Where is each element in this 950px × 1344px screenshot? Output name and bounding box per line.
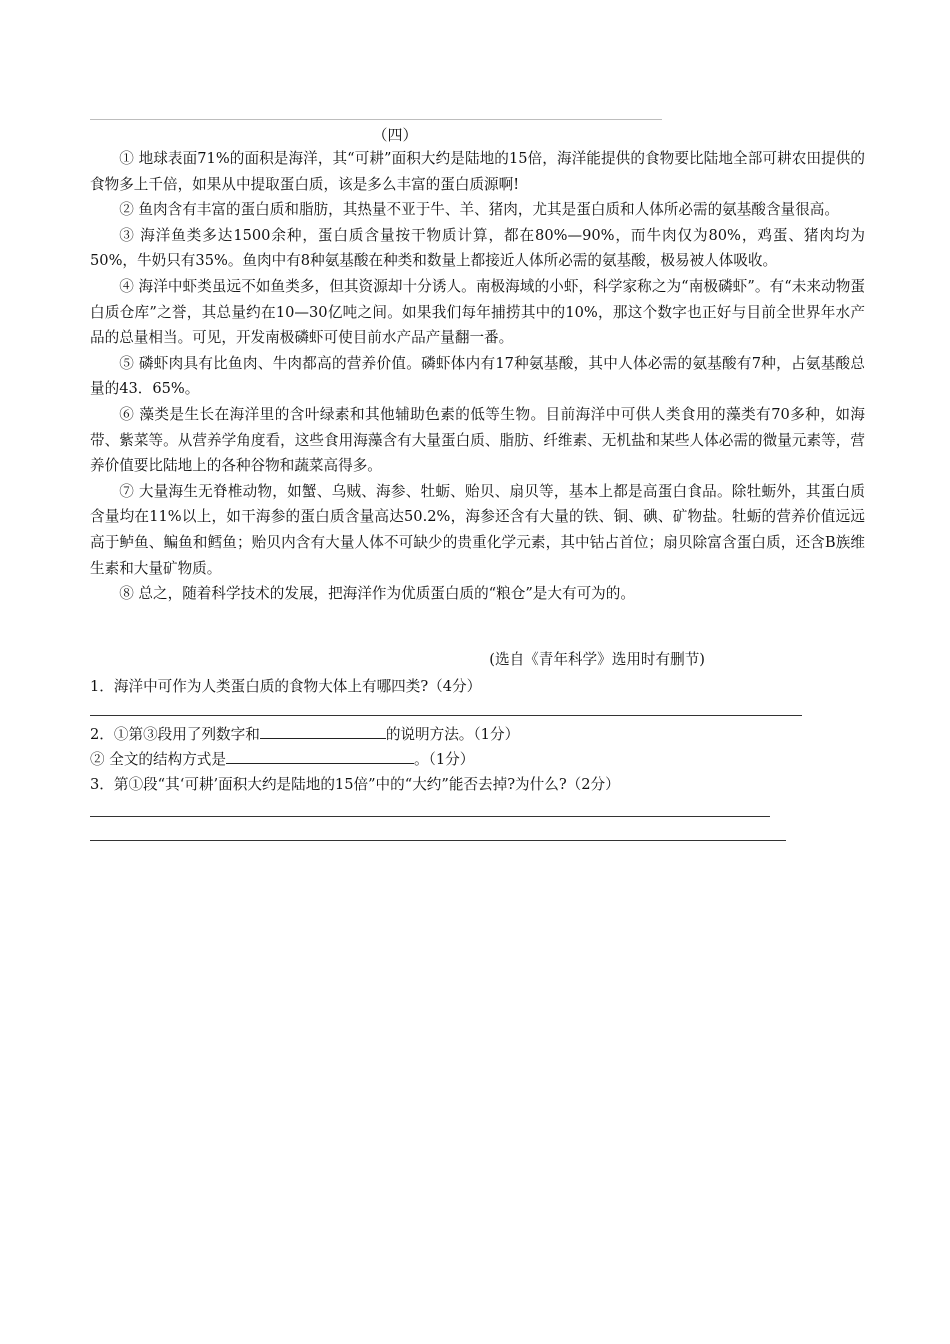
- paragraph-8: ⑧ 总之，随着科学技术的发展，把海洋作为优质蛋白质的“粮仓”是大有可为的。: [119, 585, 635, 603]
- paragraph-6: ⑥ 藻类是生长在海洋里的含叶绿素和其他辅助色素的低等生物。目前海洋中可供人类食用的藻类有70多种，如海带、紫菜等。从营养学角度看，这些食用海藻含有大量蛋白质、脂肪、纤维素、无机盐和某些人体必需的微量元素等，营养价值要比陆地上的各种谷物和蔬菜高得多。: [90, 405, 865, 475]
- blank-q2b[interactable]: [226, 747, 414, 764]
- paragraph-2: ② 鱼肉含有丰富的蛋白质和脂肪，其热量不亚于牛、羊、猪肉，尤其是蛋白质和人体所必需的氨基酸含量很高。: [119, 201, 839, 219]
- source-note: (选自《青年科学》选用时有删节): [489, 651, 705, 668]
- answer-line-q3-2[interactable]: [90, 840, 786, 841]
- top-rule: [90, 119, 662, 120]
- section-title: （四）: [372, 126, 418, 144]
- paragraph-7: ⑦ 大量海生无脊椎动物，如蟹、乌贼、海参、牡蛎、贻贝、扇贝等，基本上都是高蛋白食品。除牡蛎外，其蛋白质含量均在11%以上，如干海参的蛋白质含量高达50.2%，海参还含有大量的铁、铜、碘、矿物盐。牡蛎的营养价值远远高于鲈鱼、鳊鱼和鳕鱼；贻贝内含有大量人体不可缺少的贵重化学元素，其中钴占首位；扇贝除富含蛋白质，还含B族维生素和大量矿物质。: [90, 482, 865, 577]
- question-1: 1．海洋中可作为人类蛋白质的食物大体上有哪四类?（4分）: [90, 678, 482, 695]
- paragraph-5: ⑤ 磷虾肉具有比鱼肉、牛肉都高的营养价值。磷虾体内有17种氨基酸，其中人体必需的氨基酸有7种，占氨基酸总量的43．65%。: [90, 354, 865, 398]
- article-body: [90, 146, 865, 607]
- question-3: 3．第①段“其‘可耕’面积大约是陆地的15倍”中的“大约”能否去掉?为什么?（2分）: [90, 776, 620, 793]
- question-2b: [90, 747, 474, 772]
- question-2b-suffix: 。（1分）: [413, 751, 475, 768]
- answer-line-q3-1[interactable]: [90, 816, 770, 817]
- question-2a: [90, 722, 519, 747]
- paragraph-4: ④ 海洋中虾类虽远不如鱼类多，但其资源却十分诱人。南极海域的小虾，科学家称之为“南极磷虾”。有“未来动物蛋白质仓库”之誉，其总量约在10—30亿吨之间。如果我们每年捕捞其中的10%，那这个数字也正好与目前全世界年水产品的总量相当。可见，开发南极磷虾可使目前水产品产量翻一番。: [90, 277, 865, 347]
- paragraph-3: ③ 海洋鱼类多达1500余种，蛋白质含量按干物质计算，都在80%—90%，而牛肉仅为80%，鸡蛋、猪肉均为50%，牛奶只有35%。鱼肉中有8种氨基酸在种类和数量上都接近人体所必需的氨基酸，极易被人体吸收。: [90, 226, 865, 270]
- blank-q2a[interactable]: [260, 722, 386, 739]
- question-2a-suffix: 的说明方法。（1分）: [385, 726, 520, 743]
- answer-line-q1[interactable]: [90, 715, 802, 716]
- question-2b-prefix: ② 全文的结构方式是: [90, 751, 226, 768]
- question-2a-prefix: 2．①第③段用了列数字和: [90, 726, 260, 743]
- paragraph-1: ① 地球表面71%的面积是海洋，其“可耕”面积大约是陆地的15倍，海洋能提供的食物要比陆地全部可耕农田提供的食物多上千倍，如果从中提取蛋白质，该是多么丰富的蛋白质源啊!: [90, 150, 865, 193]
